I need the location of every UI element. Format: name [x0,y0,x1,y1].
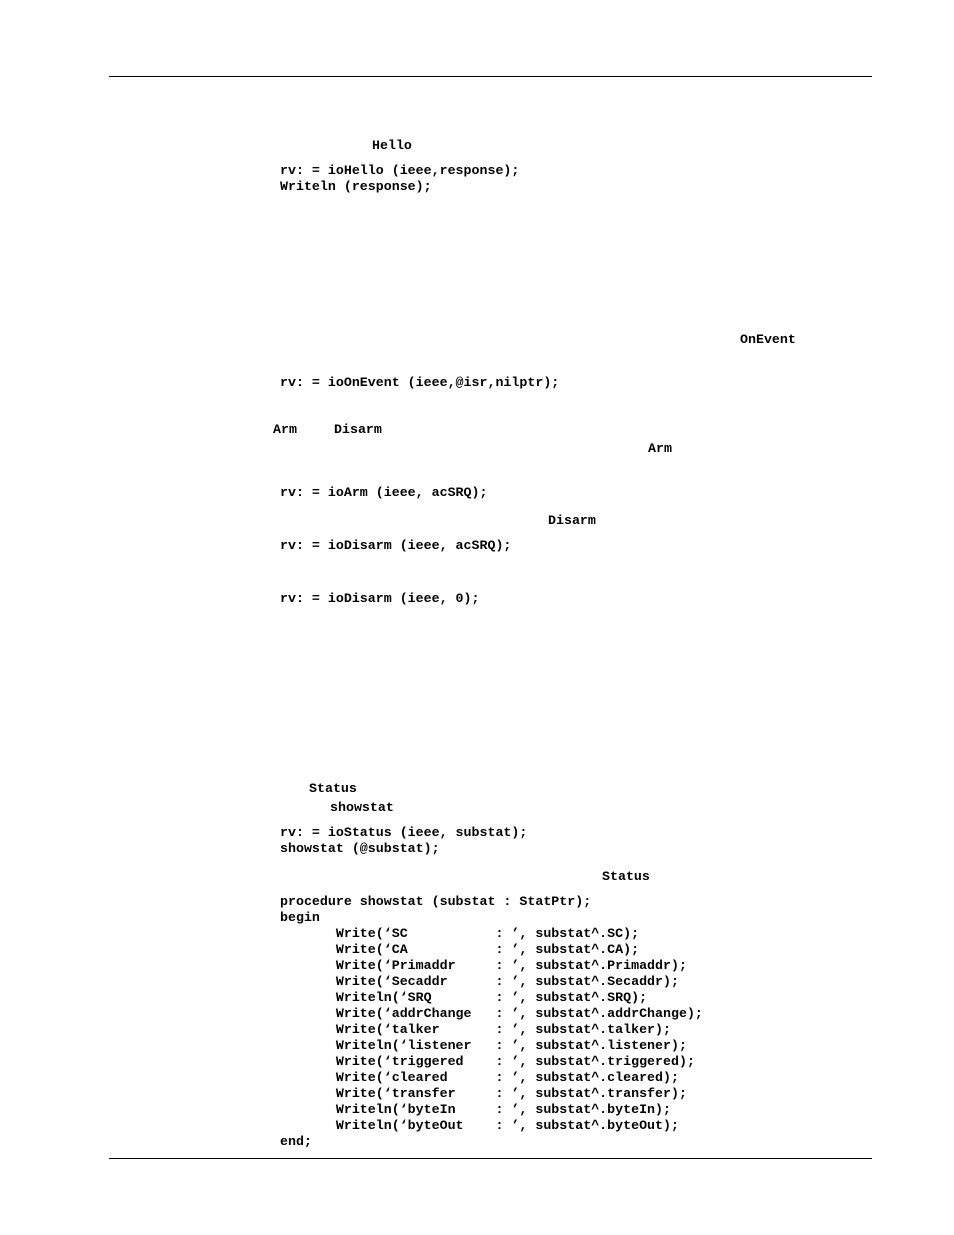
code-line: Write(‘talker : ’, substat^.talker); [280,1022,671,1037]
showstat-heading-keyword: showstat [330,800,394,815]
code-line: Write(‘Primaddr : ’, substat^.Primaddr); [280,958,687,973]
code-line: Writeln (response); [280,179,432,194]
onevent-code [280,375,559,391]
code-line: rv: = ioOnEvent (ieee,@isr,nilptr); [280,375,560,390]
code-line: Writeln(‘byteOut : ’, substat^.byteOut); [280,1118,679,1133]
hello-keyword: Hello [372,138,412,153]
code-line: Writeln(‘byteIn : ’, substat^.byteIn); [280,1102,671,1117]
arm-code [280,485,487,501]
header-rule [109,76,872,77]
code-line: Write(‘triggered : ’, substat^.triggered); [280,1054,695,1069]
disarm-inline-keyword: Disarm [548,513,596,528]
code-line: rv: = ioDisarm (ieee, acSRQ); [280,538,512,553]
status-heading-keyword: Status [309,781,357,796]
code-line: end; [280,1134,312,1149]
footer-rule [109,1158,872,1159]
code-line: Writeln(‘listener : ’, substat^.listener); [280,1038,687,1053]
code-line: procedure showstat (substat : StatPtr); [280,894,592,909]
code-line: rv: = ioStatus (ieee, substat); [280,825,528,840]
code-line: Write(‘Secaddr : ’, substat^.Secaddr); [280,974,679,989]
code-line: begin [280,910,320,925]
showstat-procedure-code [280,894,703,1150]
disarm-heading-keyword: Disarm [334,422,382,437]
status-inline-keyword: Status [602,869,650,884]
code-line: rv: = ioDisarm (ieee, 0); [280,591,480,606]
hello-code [280,163,519,195]
code-line: showstat (@substat); [280,841,440,856]
disarm-code [280,538,511,554]
disarm-all-code [280,591,480,607]
onevent-keyword: OnEvent [740,332,796,347]
code-line: Write(‘CA : ’, substat^.CA); [280,942,640,957]
code-line: Write(‘cleared : ’, substat^.cleared); [280,1070,679,1085]
code-line: Write(‘SC : ’, substat^.SC); [280,926,640,941]
code-line: rv: = ioHello (ieee,response); [280,163,520,178]
arm-heading-keyword: Arm [273,422,297,437]
code-line: Write(‘addrChange : ’, substat^.addrChange); [280,1006,703,1021]
code-line: Writeln(‘SRQ : ’, substat^.SRQ); [280,990,648,1005]
code-line: Write(‘transfer : ’, substat^.transfer); [280,1086,687,1101]
code-line: rv: = ioArm (ieee, acSRQ); [280,485,488,500]
arm-inline-keyword: Arm [648,441,672,456]
status-code [280,825,527,857]
